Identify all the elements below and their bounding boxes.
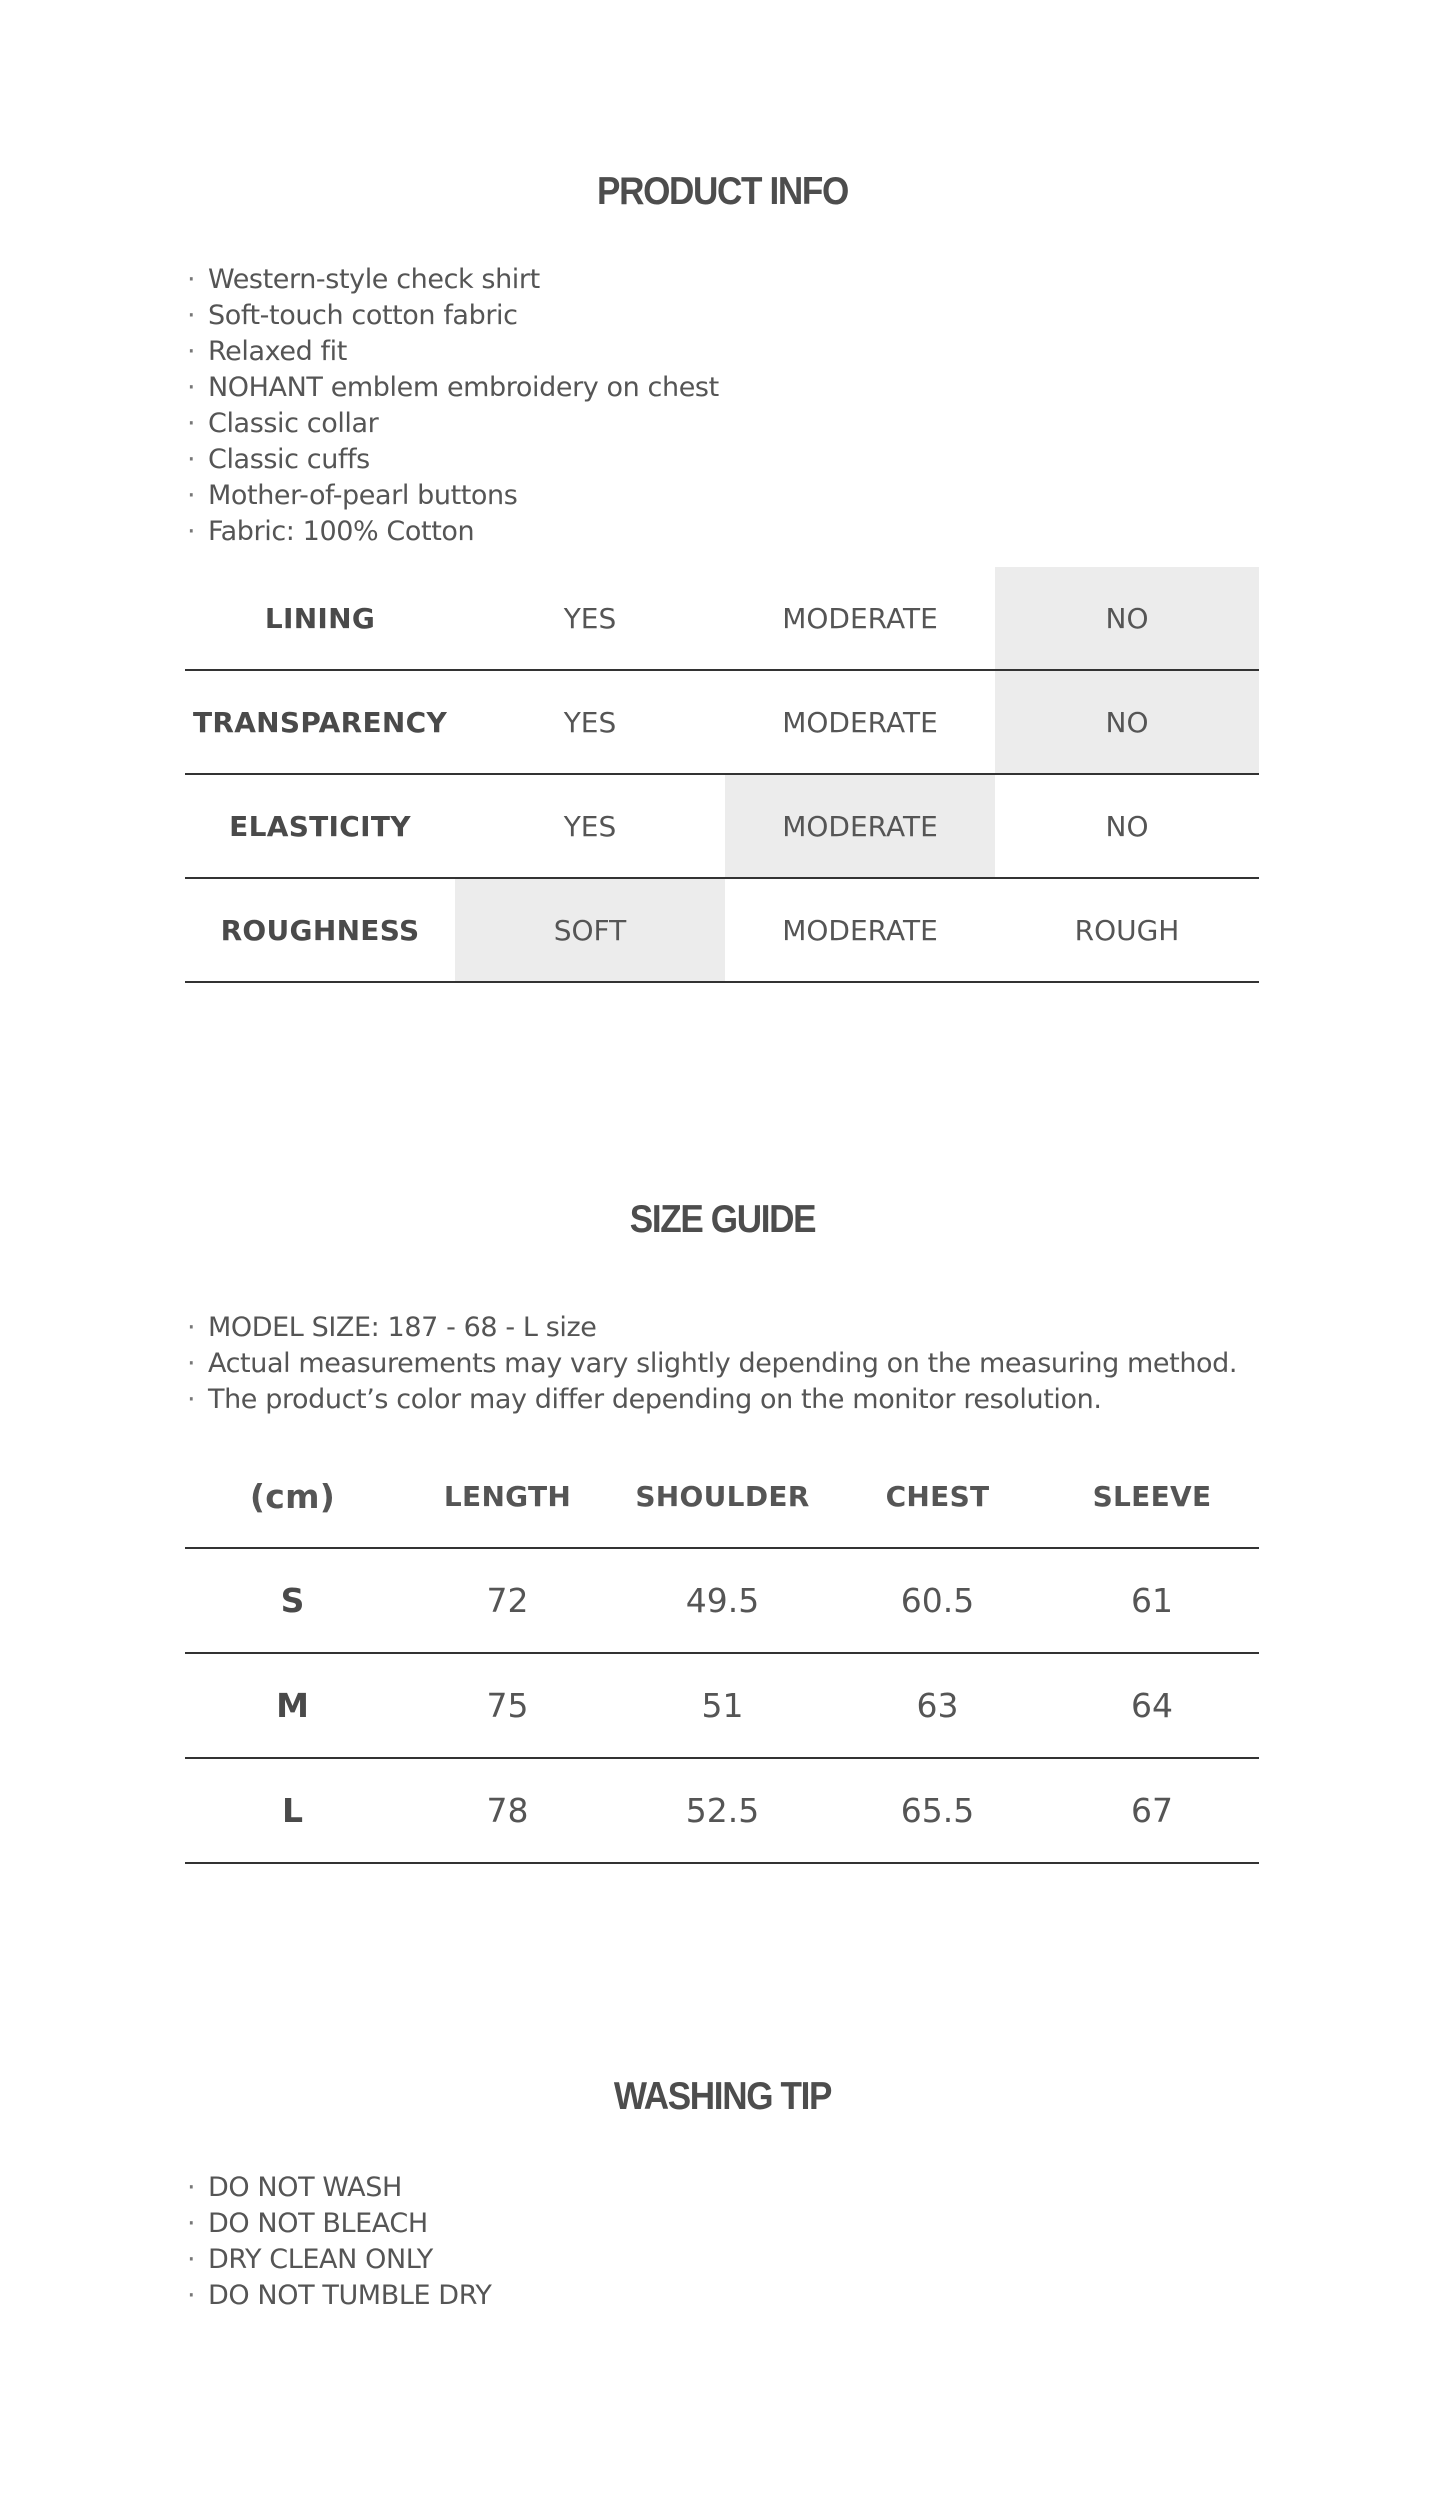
size-label: L (185, 1758, 400, 1863)
measurement-cell: 78 (400, 1758, 615, 1863)
attribute-row-roughness (185, 878, 1259, 982)
list-item: · The product’s color may differ depending on the monitor resolution. (187, 1384, 1102, 1415)
column-header: SLEEVE (1045, 1445, 1259, 1548)
table-row (185, 1548, 1259, 1653)
list-item: · DO NOT TUMBLE DRY (187, 2280, 492, 2311)
size-notes-list (187, 1310, 1237, 1418)
attribute-option: ROUGH (995, 878, 1259, 982)
attribute-option: YES (455, 567, 725, 670)
column-header: SHOULDER (615, 1445, 830, 1548)
list-item: · Actual measurements may vary slightly depending on the measuring method. (187, 1348, 1238, 1379)
list-item: · DRY CLEAN ONLY (187, 2244, 433, 2275)
measurement-cell: 75 (400, 1653, 615, 1758)
attribute-option: MODERATE (725, 878, 995, 982)
column-header: CHEST (830, 1445, 1045, 1548)
size-label: S (185, 1548, 400, 1653)
size-table (185, 1445, 1259, 1864)
unit-header: (cm) (185, 1445, 400, 1548)
list-item: · Mother-of-pearl buttons (187, 480, 518, 511)
measurement-cell: 52.5 (615, 1758, 830, 1863)
list-item: · Fabric: 100% Cotton (187, 516, 475, 547)
product-info-title: PRODUCT INFO (597, 170, 848, 213)
list-item: · Classic cuffs (187, 444, 370, 475)
list-item: · Classic collar (187, 408, 379, 439)
fabric-attribute-table (185, 567, 1259, 983)
washing-tip-title: WASHING TIP (613, 2075, 832, 2118)
attribute-label: ROUGHNESS (185, 878, 455, 982)
attribute-row-transparency (185, 670, 1259, 774)
attribute-label: ELASTICITY (185, 774, 455, 878)
table-row (185, 1758, 1259, 1863)
attribute-option: YES (455, 774, 725, 878)
attribute-option: SOFT (455, 878, 725, 982)
attribute-row-elasticity (185, 774, 1259, 878)
size-guide-title: SIZE GUIDE (629, 1198, 816, 1241)
measurement-cell: 72 (400, 1548, 615, 1653)
attribute-option: MODERATE (725, 774, 995, 878)
attribute-label: LINING (185, 567, 455, 670)
washing-tip-list (187, 2170, 491, 2314)
attribute-option: NO (995, 670, 1259, 774)
attribute-label: TRANSPARENCY (185, 670, 455, 774)
list-item: · Western-style check shirt (187, 264, 540, 295)
list-item: · MODEL SIZE: 187 - 68 - L size (187, 1312, 597, 1343)
attribute-option: NO (995, 774, 1259, 878)
measurement-cell: 65.5 (830, 1758, 1045, 1863)
list-item: · NOHANT emblem embroidery on chest (187, 372, 719, 403)
column-header: LENGTH (400, 1445, 615, 1548)
table-row (185, 1653, 1259, 1758)
list-item: · Relaxed fit (187, 336, 347, 367)
attribute-option: NO (995, 567, 1259, 670)
attribute-option: YES (455, 670, 725, 774)
attribute-row-lining (185, 567, 1259, 670)
measurement-cell: 51 (615, 1653, 830, 1758)
measurement-cell: 63 (830, 1653, 1045, 1758)
size-table-header-row (185, 1445, 1259, 1548)
product-feature-list (187, 262, 719, 550)
attribute-option: MODERATE (725, 670, 995, 774)
measurement-cell: 67 (1045, 1758, 1259, 1863)
measurement-cell: 49.5 (615, 1548, 830, 1653)
list-item: · DO NOT BLEACH (187, 2208, 428, 2239)
measurement-cell: 64 (1045, 1653, 1259, 1758)
measurement-cell: 61 (1045, 1548, 1259, 1653)
list-item: · Soft-touch cotton fabric (187, 300, 518, 331)
attribute-option: MODERATE (725, 567, 995, 670)
list-item: · DO NOT WASH (187, 2172, 402, 2203)
size-label: M (185, 1653, 400, 1758)
measurement-cell: 60.5 (830, 1548, 1045, 1653)
